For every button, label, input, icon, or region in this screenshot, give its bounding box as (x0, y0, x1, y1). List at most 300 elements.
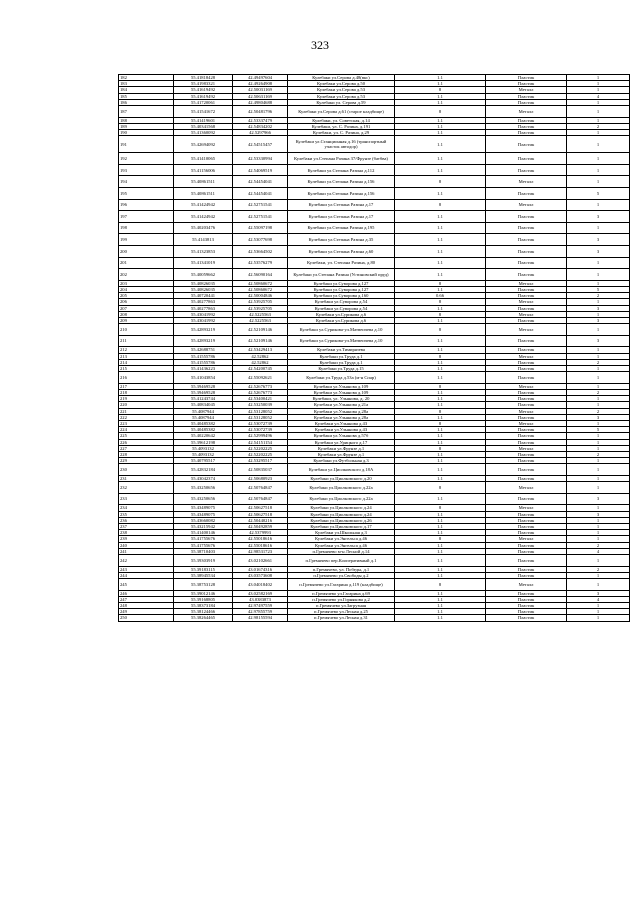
row-number-cell: 218 (119, 389, 174, 395)
volume-cell: 8 (395, 408, 486, 414)
latitude-cell: 55.40341568 (174, 123, 233, 129)
material-cell: Пластик (486, 493, 567, 505)
address-cell: п.Гремячево ул.Горнякова д.2 (288, 596, 395, 602)
row-number-cell: 237 (119, 524, 174, 530)
latitude-cell: 55.4087944 (174, 408, 233, 414)
table-row (119, 164, 630, 176)
table-row (119, 245, 630, 257)
address-cell: Кулебаки ул.Фрунзе д.1 (288, 452, 395, 458)
page-number: 323 (311, 38, 329, 52)
count-cell: 1 (567, 536, 630, 542)
address-cell: Кулебаки ул.Энгельса д.46 (288, 542, 395, 548)
row-number-cell: 234 (119, 505, 174, 511)
table-row (119, 106, 630, 118)
row-number-cell: 203 (119, 280, 174, 286)
volume-cell: 1.1 (395, 188, 486, 200)
material-cell: Пластик (486, 517, 567, 523)
count-cell: 3 (567, 335, 630, 347)
latitude-cell: 55.41419601 (174, 117, 233, 123)
latitude-cell: 55.41323853 (174, 245, 233, 257)
longitude-cell: 42.53925705 (233, 299, 288, 305)
address-cell: Кулебаки ул.Станционная д.16 (транспортный участок автодор) (288, 136, 395, 153)
count-cell: 1 (567, 517, 630, 523)
longitude-cell: 42.50631169 (233, 93, 288, 99)
volume-cell: 1.1 (395, 555, 486, 567)
row-number-cell: 242 (119, 555, 174, 567)
latitude-cell: 55.38373184 (174, 603, 233, 609)
volume-cell: 1.1 (395, 414, 486, 420)
volume-cell: 8 (395, 299, 486, 305)
address-cell: Кулебаки ул.Сурикова д.6 (288, 317, 395, 323)
row-number-cell: 220 (119, 402, 174, 408)
volume-cell: 1.1 (395, 615, 486, 621)
count-cell: 1 (567, 222, 630, 234)
material-cell: Металл (486, 445, 567, 451)
longitude-cell: 42.50860672 (233, 280, 288, 286)
material-cell: Пластик (486, 433, 567, 439)
material-cell: Пластик (486, 164, 567, 176)
longitude-cell: 42.55097198 (233, 222, 288, 234)
longitude-cell: 42.52202225 (233, 445, 288, 451)
longitude-cell: 42.54069519 (233, 164, 288, 176)
volume-cell: 1.1 (395, 396, 486, 402)
material-cell: Пластик (486, 153, 567, 165)
material-cell: Пластик (486, 572, 567, 578)
table-row (119, 199, 630, 211)
material-cell: Пластик (486, 603, 567, 609)
count-cell: 1 (567, 199, 630, 211)
material-cell: Пластик (486, 234, 567, 246)
material-cell: Пластик (486, 476, 567, 482)
address-cell: Кулебаки ул.Степана Разина д.156 (288, 176, 395, 188)
latitude-cell: 55.4143813 (174, 234, 233, 246)
volume-cell: 1.1 (395, 458, 486, 464)
longitude-cell: 42.50860672 (233, 286, 288, 292)
longitude-cell: 42.50031169 (233, 87, 288, 93)
address-cell: Кулебаки ул.Энгельса д.46 (288, 536, 395, 542)
material-cell: Пластик (486, 464, 567, 476)
table-row (119, 482, 630, 494)
count-cell: 1 (567, 439, 630, 445)
longitude-cell: 42.52202225 (233, 452, 288, 458)
address-cell: Кулебаки ул.Ульянова д.109 (288, 383, 395, 389)
material-cell: Металл (486, 324, 567, 336)
latitude-cell: 55.42694092 (174, 136, 233, 153)
latitude-cell: 55.40485382 (174, 427, 233, 433)
row-number-cell: 186 (119, 99, 174, 105)
volume-cell: 1.1 (395, 590, 486, 596)
volume-cell: 1.1 (395, 335, 486, 347)
latitude-cell: 55.39469528 (174, 389, 233, 395)
row-number-cell: 243 (119, 566, 174, 572)
volume-cell: 1.1 (395, 257, 486, 269)
latitude-cell: 55.43041992 (174, 311, 233, 317)
count-cell: 1 (567, 615, 630, 621)
material-cell: Пластик (486, 511, 567, 517)
longitude-cell: 42.98155594 (233, 615, 288, 621)
latitude-cell: 55.41436223 (174, 365, 233, 371)
address-cell: Кулебаки ул.Суворова д.54 (288, 305, 395, 311)
longitude-cell: 42.53077698 (233, 234, 288, 246)
address-cell: Кулебаки ул.Ульянова д.43 (288, 427, 395, 433)
address-cell: Кулебаки ул.Суворова д.127 (288, 286, 395, 292)
row-number-cell: 244 (119, 572, 174, 578)
count-cell: 2 (567, 123, 630, 129)
longitude-cell: 42.55018616 (233, 542, 288, 548)
latitude-cell: 55.41341019 (174, 257, 233, 269)
row-number-cell: 187 (119, 106, 174, 118)
latitude-cell: 55.40485382 (174, 420, 233, 426)
address-cell: Кулебаки ул.Ульянова д.57б (288, 433, 395, 439)
table-body (119, 75, 630, 622)
material-cell: Пластик (486, 347, 567, 353)
row-number-cell: 235 (119, 511, 174, 517)
address-cell: Кулебаки ул.Ульянова д.43 (288, 420, 395, 426)
latitude-cell: 55.39168805 (174, 596, 233, 602)
volume-cell: 0.66 (395, 293, 486, 299)
address-cell: Кулебаки, ул. С. Разина, д.29 (288, 130, 395, 136)
count-cell: 1 (567, 402, 630, 408)
volume-cell: 1.1 (395, 93, 486, 99)
row-number-cell: 209 (119, 317, 174, 323)
latitude-cell: 55.43250656 (174, 493, 233, 505)
address-cell: п.Гремячево ул.Лесная д.25 (288, 609, 395, 615)
longitude-cell: 42.52862 (233, 359, 288, 365)
material-cell: Пластик (486, 555, 567, 567)
count-cell: 1 (567, 153, 630, 165)
material-cell: Пластик (486, 402, 567, 408)
row-number-cell: 201 (119, 257, 174, 269)
longitude-cell: 42.56090164 (233, 269, 288, 281)
longitude-cell: 42.53072739 (233, 427, 288, 433)
latitude-cell: 55.41156006 (174, 164, 233, 176)
row-number-cell: 204 (119, 286, 174, 292)
address-cell: Кулебаки ул.Сурикова-ул.Матвеичева д.10 (288, 324, 395, 336)
volume-cell: 8 (395, 176, 486, 188)
latitude-cell: 55.43660082 (174, 517, 233, 523)
material-cell: Металл (486, 420, 567, 426)
latitude-cell: 55.40059662 (174, 269, 233, 281)
longitude-cell: 43.0383873 (233, 596, 288, 602)
row-number-cell: 195 (119, 188, 174, 200)
longitude-cell: 42.53295517 (233, 458, 288, 464)
latitude-cell: 55.41541672 (174, 106, 233, 118)
volume-cell: 1.1 (395, 365, 486, 371)
material-cell: Пластик (486, 396, 567, 402)
material-cell: Пластик (486, 542, 567, 548)
latitude-cell: 55.39012146 (174, 590, 233, 596)
table-row (119, 555, 630, 567)
material-cell: Пластик (486, 609, 567, 615)
table-row (119, 188, 630, 200)
count-cell: 1 (567, 311, 630, 317)
address-cell: Кулебаки ул.Труда д.1 (288, 359, 395, 365)
row-number-cell: 196 (119, 199, 174, 211)
longitude-cell: 42.97497559 (233, 603, 288, 609)
row-number-cell: 212 (119, 347, 174, 353)
address-cell: Кулебаки ул.Труда д.15 (288, 365, 395, 371)
material-cell: Пластик (486, 211, 567, 223)
material-cell: Пластик (486, 99, 567, 105)
longitude-cell: 42.52751541 (233, 199, 288, 211)
material-cell: Пластик (486, 305, 567, 311)
count-cell: 3 (567, 317, 630, 323)
count-cell: 3 (567, 493, 630, 505)
table-row (119, 372, 630, 384)
volume-cell: 8 (395, 579, 486, 591)
volume-cell: 1.1 (395, 548, 486, 554)
longitude-cell: 42.53429413 (233, 347, 288, 353)
row-number-cell: 217 (119, 383, 174, 389)
row-number-cell: 202 (119, 269, 174, 281)
count-cell: 1 (567, 280, 630, 286)
material-cell: Пластик (486, 414, 567, 420)
count-cell: 1 (567, 383, 630, 389)
volume-cell: 1.1 (395, 245, 486, 257)
address-cell: Кулебаки ул.Циолковского д.26 (288, 517, 395, 523)
material-cell: Пластик (486, 286, 567, 292)
volume-cell: 1.1 (395, 81, 486, 87)
latitude-cell: 55.40277863 (174, 299, 233, 305)
latitude-cell: 55.42893219 (174, 324, 233, 336)
volume-cell: 1.1 (395, 542, 486, 548)
row-number-cell: 205 (119, 293, 174, 299)
volume-cell: 1.1 (395, 389, 486, 395)
volume-cell: 1.1 (395, 117, 486, 123)
count-cell: 2 (567, 566, 630, 572)
volume-cell: 1.1 (395, 347, 486, 353)
count-cell: 1 (567, 609, 630, 615)
material-cell: Металл (486, 176, 567, 188)
table-row (119, 136, 630, 153)
longitude-cell: 42.53128052 (233, 414, 288, 420)
material-cell: Металл (486, 505, 567, 511)
row-number-cell: 221 (119, 408, 174, 414)
address-cell: Кулебаки ул.Серова д.50 (288, 81, 395, 87)
row-number-cell: 189 (119, 123, 174, 129)
material-cell: Пластик (486, 548, 567, 554)
material-cell: Пластик (486, 389, 567, 395)
longitude-cell: 43.01674316 (233, 566, 288, 572)
latitude-cell: 55.43041992 (174, 317, 233, 323)
material-cell: Пластик (486, 81, 567, 87)
row-number-cell: 232 (119, 482, 174, 494)
volume-cell: 8 (395, 311, 486, 317)
volume-cell: 1.1 (395, 517, 486, 523)
row-number-cell: 193 (119, 164, 174, 176)
count-cell: 1 (567, 579, 630, 591)
volume-cell: 8 (395, 445, 486, 451)
longitude-cell: 42.53072739 (233, 420, 288, 426)
row-number-cell: 219 (119, 396, 174, 402)
table-row (119, 234, 630, 246)
count-cell: 1 (567, 269, 630, 281)
longitude-cell: 42.5379993 (233, 530, 288, 536)
latitude-cell: 55.4087944 (174, 414, 233, 420)
count-cell: 4 (567, 548, 630, 554)
volume-cell: 1.1 (395, 433, 486, 439)
address-cell: Кулебаки ул.Степана Разина д.17 (288, 199, 395, 211)
latitude-cell: 55.41410065 (174, 153, 233, 165)
row-number-cell: 227 (119, 445, 174, 451)
latitude-cell: 55.38124466 (174, 609, 233, 615)
address-cell: Кулебаки ул.Тимирязева (288, 347, 395, 353)
row-number-cell: 226 (119, 439, 174, 445)
longitude-cell: 42.52109146 (233, 324, 288, 336)
material-cell: Металл (486, 383, 567, 389)
latitude-cell: 55.41360092 (174, 130, 233, 136)
longitude-cell: 42.49804688 (233, 99, 288, 105)
material-cell: Пластик (486, 188, 567, 200)
volume-cell: 1.1 (395, 222, 486, 234)
material-cell: Пластик (486, 136, 567, 153)
count-cell: 1 (567, 530, 630, 536)
latitude-cell: 55.42832184 (174, 464, 233, 476)
material-cell: Пластик (486, 590, 567, 596)
row-number-cell: 215 (119, 365, 174, 371)
table-row (119, 493, 630, 505)
material-cell: Металл (486, 87, 567, 93)
volume-cell: 1.1 (395, 305, 486, 311)
latitude-cell: 55.39183115 (174, 566, 233, 572)
count-cell: 1 (567, 353, 630, 359)
row-number-cell: 216 (119, 372, 174, 384)
count-cell: 1 (567, 476, 630, 482)
address-cell: п.Гремячево ул.Гагарина д.69 (288, 590, 395, 596)
row-number-cell: 188 (119, 117, 174, 123)
material-cell: Пластик (486, 530, 567, 536)
row-number-cell: 210 (119, 324, 174, 336)
longitude-cell: 42.54834202 (233, 123, 288, 129)
latitude-cell: 55.40220642 (174, 433, 233, 439)
table-row (119, 153, 630, 165)
latitude-cell: 55.38753128 (174, 579, 233, 591)
volume-cell: 1.1 (395, 359, 486, 365)
table-row (119, 579, 630, 591)
address-cell: Кулебаки ул.Серова д.53 (288, 87, 395, 93)
address-cell: Кулебаки ул.Степана Разина д.60 (288, 245, 395, 257)
table-row (119, 324, 630, 336)
material-cell: Металл (486, 579, 567, 591)
address-cell: п.Гремячево ул.Лесная д.31 (288, 615, 395, 621)
latitude-cell: 55.41983321 (174, 81, 233, 87)
row-number-cell: 245 (119, 579, 174, 591)
row-number-cell: 233 (119, 493, 174, 505)
count-cell: 1 (567, 81, 630, 87)
latitude-cell: 55.41555786 (174, 359, 233, 365)
count-cell: 1 (567, 347, 630, 353)
address-cell: Кулебаки, ул. С. Разина, д.191 (288, 123, 395, 129)
count-cell: 1 (567, 572, 630, 578)
longitude-cell: 42.54454041 (233, 188, 288, 200)
volume-cell: 1.1 (395, 164, 486, 176)
count-cell: 2 (567, 452, 630, 458)
address-cell: Кулебаки ул.Циолковского д.17 (288, 524, 395, 530)
address-cell: Кулебаки ул.Ульянова д.109 (288, 389, 395, 395)
table-row (119, 222, 630, 234)
material-cell: Пластик (486, 117, 567, 123)
longitude-cell: 43.04018402 (233, 579, 288, 591)
longitude-cell: 42.50481796 (233, 106, 288, 118)
count-cell: 5 (567, 286, 630, 292)
row-number-cell: 213 (119, 353, 174, 359)
address-cell: Кулебаки, ул. Степана Разина, д.80 (288, 257, 395, 269)
volume-cell: 8 (395, 280, 486, 286)
row-number-cell: 239 (119, 536, 174, 542)
volume-cell: 1.1 (395, 234, 486, 246)
latitude-cell: 55.39303919 (174, 555, 233, 567)
count-cell: 1 (567, 87, 630, 93)
volume-cell: 1.1 (395, 603, 486, 609)
count-cell: 1 (567, 75, 630, 81)
volume-cell: 1.1 (395, 427, 486, 433)
table-row (119, 257, 630, 269)
row-number-cell: 185 (119, 93, 174, 99)
address-cell: Кулебаки ул.Суворова д.54 (288, 299, 395, 305)
address-cell: п.Гремячево, ул. Победы, д.1 (288, 566, 395, 572)
row-number-cell: 222 (119, 414, 174, 420)
material-cell: Пластик (486, 439, 567, 445)
address-cell: Кулебаки ул.Циолковского д.22а (288, 482, 395, 494)
latitude-cell: 55.40720441 (174, 293, 233, 299)
latitude-cell: 55.43489075 (174, 505, 233, 511)
volume-cell: 1.1 (395, 493, 486, 505)
count-cell: 1 (567, 117, 630, 123)
longitude-cell: 42.5225563 (233, 317, 288, 323)
address-cell: Кулебаки ул.Степана Разина 37/Фрунзе (батбва) (288, 153, 395, 165)
volume-cell: 1.1 (395, 511, 486, 517)
count-cell: 1 (567, 99, 630, 105)
row-number-cell: 229 (119, 458, 174, 464)
latitude-cell: 55.41243744 (174, 396, 233, 402)
latitude-cell: 55.39469528 (174, 383, 233, 389)
material-cell: Пластик (486, 359, 567, 365)
material-cell: Пластик (486, 293, 567, 299)
count-cell: 5 (567, 188, 630, 200)
material-cell: Пластик (486, 123, 567, 129)
latitude-cell: 55.41755676 (174, 542, 233, 548)
latitude-cell: 55.41424942 (174, 211, 233, 223)
longitude-cell: 43.03573608 (233, 572, 288, 578)
row-number-cell: 240 (119, 542, 174, 548)
longitude-cell: 42.5225563 (233, 311, 288, 317)
longitude-cell: 42.55092621 (233, 372, 288, 384)
count-cell: 1 (567, 433, 630, 439)
longitude-cell: 42.54151154 (233, 439, 288, 445)
volume-cell: 8 (395, 482, 486, 494)
row-number-cell: 207 (119, 305, 174, 311)
row-number-cell: 192 (119, 153, 174, 165)
material-cell: Пластик (486, 222, 567, 234)
count-cell: 3 (567, 414, 630, 420)
row-number-cell: 206 (119, 299, 174, 305)
row-number-cell: 197 (119, 211, 174, 223)
volume-cell: 8 (395, 353, 486, 359)
address-cell: Кулебаки ул.Степана Разина д.112 (288, 164, 395, 176)
row-number-cell: 250 (119, 615, 174, 621)
volume-cell: 1.1 (395, 572, 486, 578)
address-cell: Кулебаки ул.Сурикова д.6 (288, 311, 395, 317)
volume-cell: 8 (395, 199, 486, 211)
count-cell: 1 (567, 257, 630, 269)
latitude-cell: 55.41619492 (174, 93, 233, 99)
longitude-cell: 42.54454041 (233, 176, 288, 188)
address-cell: Кулебаки ул.Урицкого д.17 (288, 439, 395, 445)
count-cell: 1 (567, 555, 630, 567)
count-cell: 1 (567, 603, 630, 609)
latitude-cell: 55.43250656 (174, 482, 233, 494)
address-cell: Кулебаки ул.Циолковского д.20 (288, 476, 395, 482)
